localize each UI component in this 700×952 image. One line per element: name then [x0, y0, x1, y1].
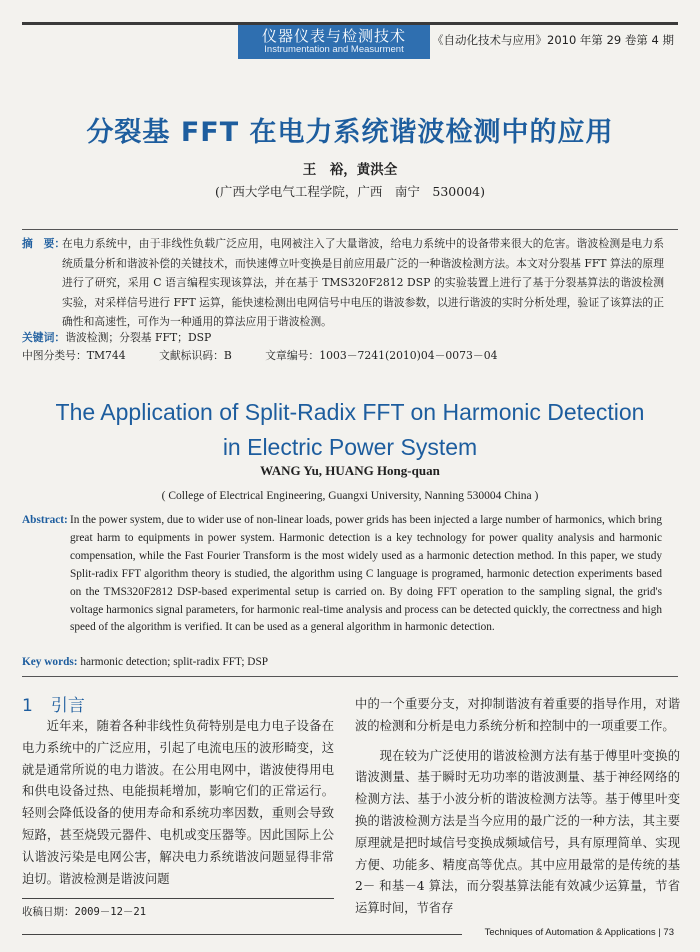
section-heading — [22, 691, 85, 716]
footer-rule — [22, 934, 462, 935]
clc-number: 中图分类号：TM744 — [22, 349, 126, 362]
section-title: 引言 — [50, 696, 85, 716]
abstract-cn-label: 摘 要： — [22, 237, 66, 250]
affiliation-cn: (广西大学电气工程学院，广西 南宁 530004) — [215, 184, 485, 199]
section-number: 1 — [22, 696, 33, 716]
authors-cn: 王 裕，黄洪全 — [302, 162, 398, 178]
body-column-right — [355, 694, 680, 920]
abstract-en — [22, 512, 662, 637]
issue-info: 《自动化技术与应用》2010 年第 29 卷第 4 期 — [432, 33, 674, 47]
keywords-en-label: Key words: — [22, 656, 78, 668]
abstract-bottom-rule — [22, 676, 678, 677]
paper-title-en — [0, 395, 700, 465]
document-code: 文献标识码：B — [159, 349, 232, 362]
paper-title-cn: 分裂基 FFT 在电力系统谐波检测中的应用 — [86, 117, 614, 148]
journal-name-cn: 仪器仪表与检测技术 — [261, 27, 406, 45]
body-column-left — [22, 716, 334, 890]
abstract-cn-text: 在电力系统中，由于非线性负载广泛应用，电网被注入了大量谐波，给电力系统中的设备带来很大的危害。谐波检测是电力系统质量分析和谐波补偿的关键技术，而快速傅立叶变换是目前应用最广泛的一种谐波检测方法。本文对分裂基 FFT 算法的原理进行了研究，采用 C 语言编程实现该算法，并在基于 TMS320F2812 DSP 的实验装置上进行了基于分裂基算法的谐波检测实验，对采样信号进行 FFT 运算，能快速检测出电网信号中电压的谐波参数，以进行谐波的实时分析处理，验证了该算法的正确性和高速性，可作为一种通用的算法应用于谐波检测。 — [62, 237, 664, 328]
paper-title-en-line1: The Application of Split-Radix FFT on Harmonic Detection — [55, 399, 645, 425]
journal-name-en: Instrumentation and Measurment — [264, 44, 404, 55]
abstract-top-rule — [22, 229, 678, 230]
classification-cn — [22, 348, 527, 363]
paper-title-en-line2: in Electric Power System — [222, 434, 478, 460]
page-footer: Techniques of Automation & Applications | 73 — [484, 927, 674, 938]
body-paragraph: 近年来，随着各种非线性负荷特别是电力电子设备在电力系统中的广泛应用，引起了电流电压的波形畸变，这就是通常所说的电力谐波。在公用电网中，谐波使得用电和供电设备过热、电能损耗增加，影响它们的正常运行。轻则会降低设备的使用寿命和系统功率因数，重则会导致短路，甚至烧毁元器件、电机或变压器等。因此国际上公认谐波污染是电网公害，解决电力系统谐波问题显得非常迫切。谐波检测是谐波问题 — [22, 719, 334, 886]
keywords-en-text: harmonic detection; split-radix FFT; DSP — [80, 656, 269, 668]
keywords-cn-label: 关键词： — [22, 331, 66, 344]
abstract-en-label: Abstract: — [22, 514, 68, 526]
body-paragraph: 中的一个重要分支，对抑制谐波有着重要的指导作用，对谐波的检测和分析是电力系统分析和控制中的一项重要工作。 — [355, 697, 680, 733]
body-paragraph: 现在较为广泛使用的谐波检测方法有基于傅里叶变换的谐波测量、基于瞬时无功功率的谐波测量、基于神经网络的检测方法、基于小波分析的谐波检测方法等。基于傅里叶变换的谐波检测方法是当今应用的最广泛的一种方法，其主要原理就是把时域信号变换成频域信号，具有原理简单、实现方便、功能多、精度高等优点。其中应用最常的是传统的基 2－ 和基－4 算法，而分裂基算法能有效减少运算量，节省运算时间，节省存 — [355, 748, 680, 916]
affiliation-en: ( College of Electrical Engineering, Guangxi University, Nanning 530004 China ) — [161, 490, 539, 502]
abstract-en-text: In the power system, due to wider use of non-linear loads, power grids has been injected a large number of harmonics, which bring great harm to equipments in power system. Harmonic detection is a key technology for power quality analysis and harmonic compensation, while the Fast Fourier Transform is the most widely used as a harmonic detection method. In this paper, we study Split-radix FFT algorithm theory is studied, the algorithm using C language is programed, harmonic detection experiments based on the TMS320F2812 DSP-based experimental setup is carried on. By doing FFT operation to the sampling signal, the grid's voltage harmonics signal parameters, for harmonic real-time analysis and process can be detected quickly, the correctness and high speed of the algorithm is verified. It can be used as a general algorithm in harmonic detection. — [70, 514, 662, 634]
footnote-rule — [22, 898, 334, 899]
keywords-cn — [22, 330, 211, 345]
received-date: 收稿日期：2009－12－21 — [22, 906, 147, 918]
keywords-en — [22, 656, 268, 668]
keywords-cn-text: 谐波检测；分裂基 FFT；DSP — [65, 331, 212, 344]
article-number: 文章编号：1003－7241(2010)04－0073－04 — [265, 349, 498, 362]
abstract-cn — [22, 234, 664, 332]
authors-en: WANG Yu, HUANG Hong-quan — [260, 463, 440, 478]
